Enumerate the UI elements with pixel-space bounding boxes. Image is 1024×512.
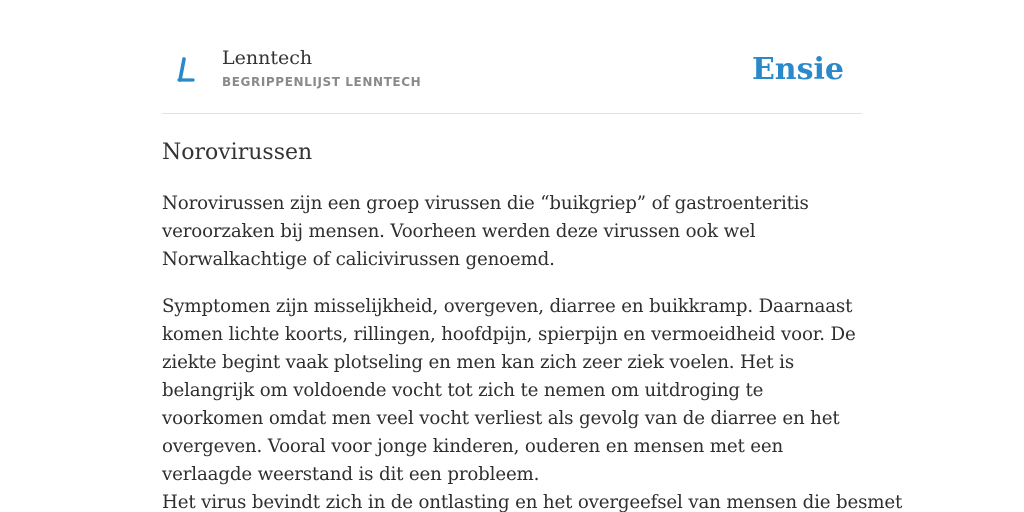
article-paragraph: Het virus bevindt zich in de ontlasting en het overgeefsel van mensen die besmet (162, 492, 903, 512)
lenntech-logo-icon[interactable] (174, 56, 198, 84)
article-paragraph: Symptomen zijn misselijkheid, overgeven, diarree en buikkramp. Daarnaast komen lichte koorts, rillingen, hoofdpijn, spierpijn en vermoeidheid voor. De ziekte begint vaak plotseling en men kan zich zeer ziek voelen. Het is belangrijk om voldoende vocht tot zich te nemen om uitdroging te voorkomen omdat men veel vocht verliest als gevolg van de diarree en het overgeven. Vooral voor jonge kinderen, ouderen en mensen met een verlaagde weerstand is dit een probleem. (162, 296, 856, 485)
header (162, 40, 862, 114)
article-title: Norovirussen (162, 140, 313, 165)
page (162, 0, 903, 512)
site-subtitle[interactable]: BEGRIPPENLIJST LENNTECH (222, 75, 422, 89)
site-name[interactable]: Lenntech (222, 47, 313, 69)
article-paragraph: Norovirussen zijn een groep virussen die “buikgriep” of gastroenteritis veroorzaken bij mensen. Voorheen werden deze virussen ook wel Norwalkachtige of calicivirussen genoemd. (162, 193, 809, 270)
brand-logo[interactable]: Ensie (751, 52, 844, 87)
